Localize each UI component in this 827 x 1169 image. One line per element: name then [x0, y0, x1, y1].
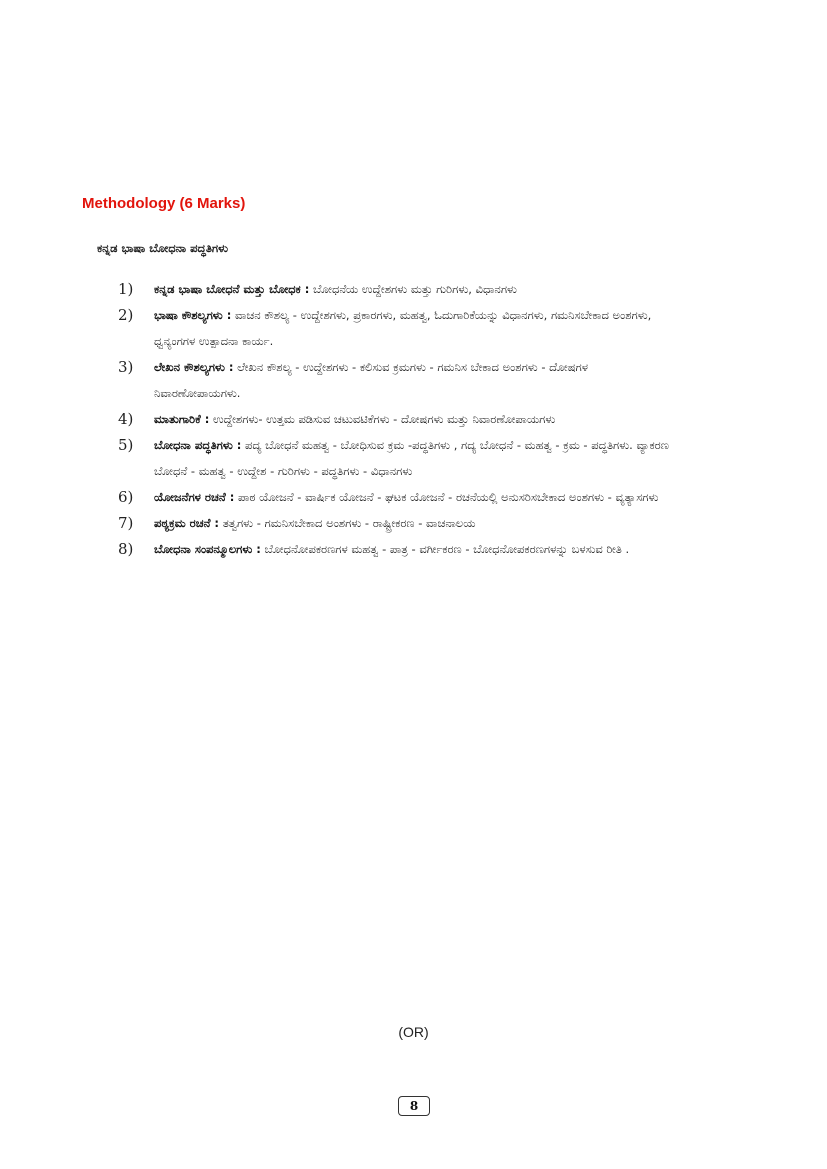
- item-number: 2): [118, 306, 134, 324]
- item-topic: ಬೋಧನಾ ಸಂಪನ್ಮೂಲಗಳು :: [154, 542, 261, 556]
- item-topic: ಕನ್ನಡ ಭಾಷಾ ಬೋಧನೆ ಮತ್ತು ಬೋಧಕ :: [154, 282, 310, 296]
- item-topic: ಭಾಷಾ ಕೌಶಲ್ಯಗಳು :: [154, 308, 232, 322]
- syllabus-item: [118, 354, 678, 406]
- item-number: 6): [118, 488, 134, 506]
- item-description: ತತ್ವಗಳು - ಗಮನಿಸಬೇಕಾದ ಅಂಶಗಳು - ರಾಷ್ಟ್ರೀಕರಣ - ವಾಚನಾಲಯ: [219, 516, 476, 530]
- item-number: 7): [118, 514, 134, 532]
- item-topic: ಯೋಜನೆಗಳ ರಚನೆ :: [154, 490, 235, 504]
- or-separator: (OR): [398, 1024, 429, 1040]
- syllabus-item: [118, 276, 678, 302]
- syllabus-item: [118, 432, 678, 484]
- item-topic: ಮಾತುಗಾರಿಕೆ :: [154, 412, 210, 426]
- syllabus-item: [118, 484, 678, 510]
- item-number: 8): [118, 540, 134, 558]
- syllabus-item: [118, 536, 678, 562]
- item-description: ಬೋಧನೋಪಕರಣಗಳ ಮಹತ್ವ - ಪಾತ್ರ - ವರ್ಗೀಕರಣ - ಬೋಧನೋಪಕರಣಗಳನ್ನು ಬಳಸುವ ರೀತಿ .: [260, 542, 630, 556]
- item-description: ಬೋಧನೆಯ ಉದ್ದೇಶಗಳು ಮತ್ತು ಗುರಿಗಳು, ವಿಧಾನಗಳು: [309, 282, 517, 296]
- syllabus-item: [118, 302, 678, 354]
- item-description: ವಾಚನ ಕೌಶಲ್ಯ - ಉದ್ದೇಶಗಳು, ಪ್ರಕಾರಗಳು, ಮಹತ್ವ, ಓದುಗಾರಿಕೆಯನ್ನು ವಿಧಾನಗಳು, ಗಮನಿಸಬೇಕಾದ ಅಂಶಗಳು, ಧ್ವನ್ಯಂಗಗಳ ಉತ್ಪಾದನಾ ಕಾರ್ಯ.: [154, 308, 652, 348]
- syllabus-item: [118, 510, 678, 536]
- syllabus-item: [118, 406, 678, 432]
- item-topic: ಬೋಧನಾ ಪದ್ಧತಿಗಳು :: [154, 438, 242, 452]
- item-topic: ಪಠ್ಯಕ್ರಮ ರಚನೆ :: [154, 516, 220, 530]
- item-description: ಪದ್ಯ ಬೋಧನೆ ಮಹತ್ವ - ಬೋಧಿಸುವ ಕ್ರಮ -ಪದ್ಧತಿಗಳು , ಗದ್ಯ ಬೋಧನೆ - ಮಹತ್ವ - ಕ್ರಮ - ಪದ್ಧತಿಗಳು. ವ್ಯಾಕರಣ ಬೋಧನೆ - ಮಹತ್ವ - ಉದ್ದೇಶ - ಗುರಿಗಳು - ಪದ್ಧತಿಗಳು - ವಿಧಾನಗಳು: [154, 438, 669, 478]
- item-number: 3): [118, 358, 134, 376]
- item-topic: ಲೇಖನ ಕೌಶಲ್ಯಗಳು :: [154, 360, 234, 374]
- item-number: 1): [118, 280, 134, 298]
- item-number: 5): [118, 436, 134, 454]
- subheading: ಕನ್ನಡ ಭಾಷಾ ಬೋಧನಾ ಪದ್ಧತಿಗಳು: [97, 241, 229, 255]
- item-number: 4): [118, 410, 134, 428]
- item-description: ಪಾಠ ಯೋಜನೆ - ವಾರ್ಷಿಕ ಯೋಜನೆ - ಘಟಕ ಯೋಜನೆ - ರಚನೆಯಲ್ಲಿ ಅನುಸರಿಸಬೇಕಾದ ಅಂಶಗಳು - ವ್ಯತ್ಯಾಸಗಳು: [234, 490, 659, 504]
- section-title: Methodology (6 Marks): [82, 195, 246, 212]
- item-description: ಉದ್ದೇಶಗಳು- ಉತ್ತಮ ಪಡಿಸುವ ಚಟುವಟಿಕೆಗಳು - ದೋಷಗಳು ಮತ್ತು ನಿವಾರಣೋಪಾಯಗಳು: [209, 412, 556, 426]
- item-description: ಲೇಖನ ಕೌಶಲ್ಯ - ಉದ್ದೇಶಗಳು - ಕಲಿಸುವ ಕ್ರಮಗಳು - ಗಮನಿಸ ಬೇಕಾದ ಅಂಶಗಳು - ದೋಷಗಳ ನಿವಾರಣೋಪಾಯಗಳು.: [154, 360, 588, 400]
- syllabus-list: [118, 276, 678, 562]
- page-number: 8: [398, 1096, 430, 1116]
